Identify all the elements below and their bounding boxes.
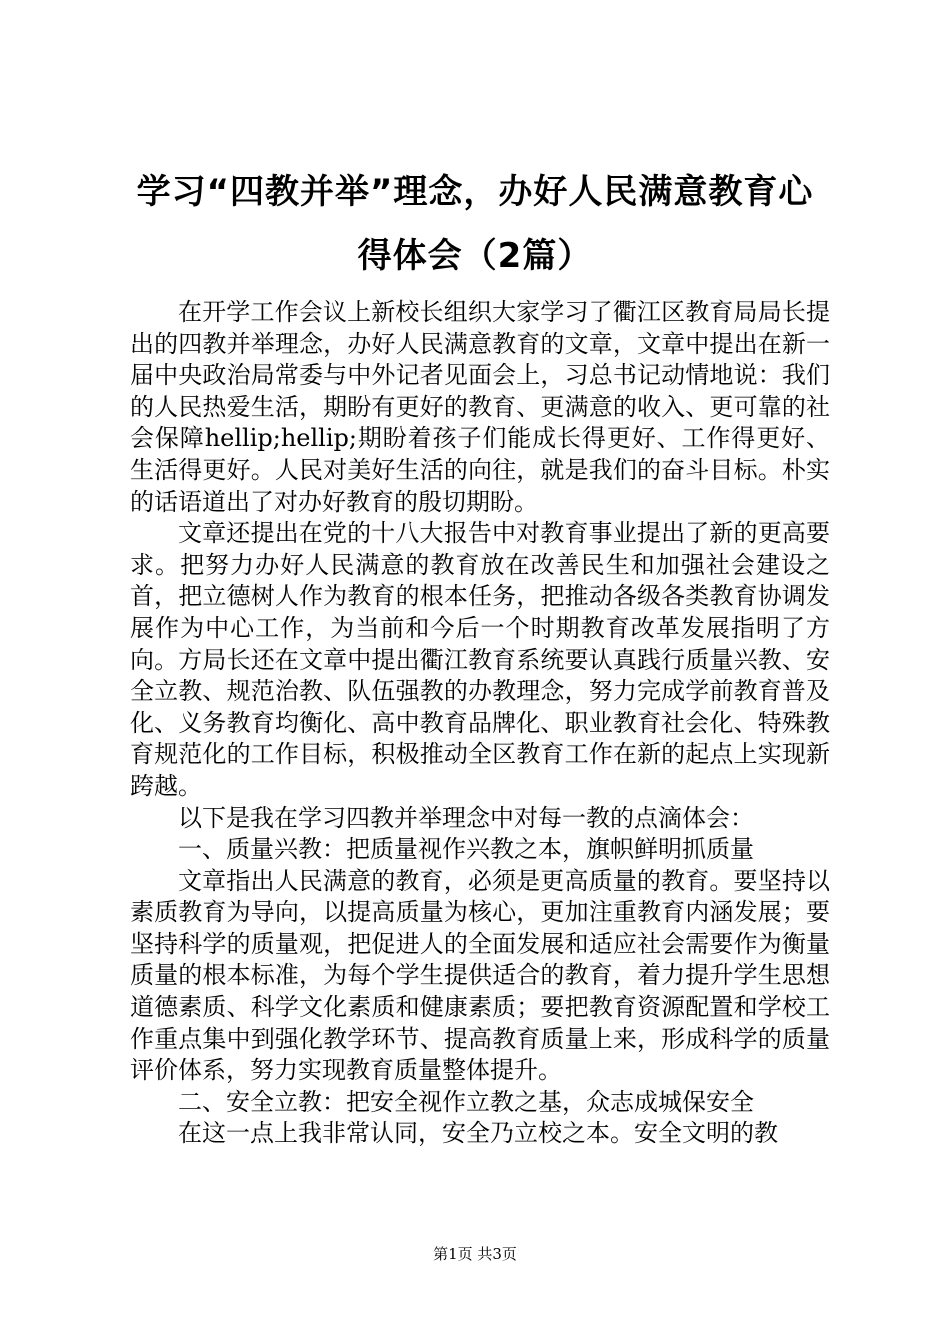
paragraph-quality: 文章指出人民满意的教育，必须是更高质量的教育。要坚持以素质教育为导向，以提高质量为核心，更加注重教育内涵发展；要坚持科学的质量观，把促进人的全面发展和适应社会需要作为衡量质量的根本标准，为每个学生提供适合的教育，着力提升学生思想道德素质、科学文化素质和健康素质；要把教育资源配置和学校工作重点集中到强化教学环节、提高教育质量上来，形成科学的质量评价体系，努力实现教育质量整体提升。 <box>130 866 830 1085</box>
document-body <box>130 297 830 1150</box>
paragraph-intro: 在开学工作会议上新校长组织大家学习了衢江区教育局局长提出的四教并举理念，办好人民满意教育的文章，文章中提出在新一届中央政治局常委与中外记者见面会上，习总书记动情地说：我们的人民热爱生活，期盼有更好的教育、更满意的收入、更可靠的社会保障hellip;hellip;期盼着孩子们能成长得更好、工作得更好、生活得更好。人民对美好生活的向往，就是我们的奋斗目标。朴实的话语道出了对办好教育的殷切期盼。 <box>130 298 830 516</box>
section-heading-safety: 二、安全立教：把安全视作立教之基，众志成城保安全 <box>178 1087 754 1116</box>
paragraph-requirements: 文章还提出在党的十八大报告中对教育事业提出了新的更高要求。把努力办好人民满意的教育放在改善民生和加强社会建设之首，把立德树人作为教育的根本任务，把推动各级各类教育协调发展作为中心工作，为当前和今后一个时期教育改革发展指明了方向。方局长还在文章中提出衢江教育系统要认真践行质量兴教、安全立教、规范治教、队伍强教的办教理念，努力完成学前教育普及化、义务教育均衡化、高中教育品牌化、职业教育社会化、特殊教育规范化的工作目标，积极推动全区教育工作在新的起点上实现新跨越。 <box>130 519 830 800</box>
section-heading-quality: 一、质量兴教：把质量视作兴教之本，旗帜鲜明抓质量 <box>178 835 754 864</box>
paragraph-safety: 在这一点上我非常认同，安全乃立校之本。安全文明的教 <box>178 1119 778 1148</box>
paragraph-lead-in: 以下是我在学习四教并举理念中对每一教的点滴体会： <box>178 803 754 832</box>
page-footer: 第1页 共3页 <box>433 1245 517 1263</box>
document-title: 学习“四教并举”理念，办好人民满意教育心得体会（2篇） <box>136 172 814 276</box>
